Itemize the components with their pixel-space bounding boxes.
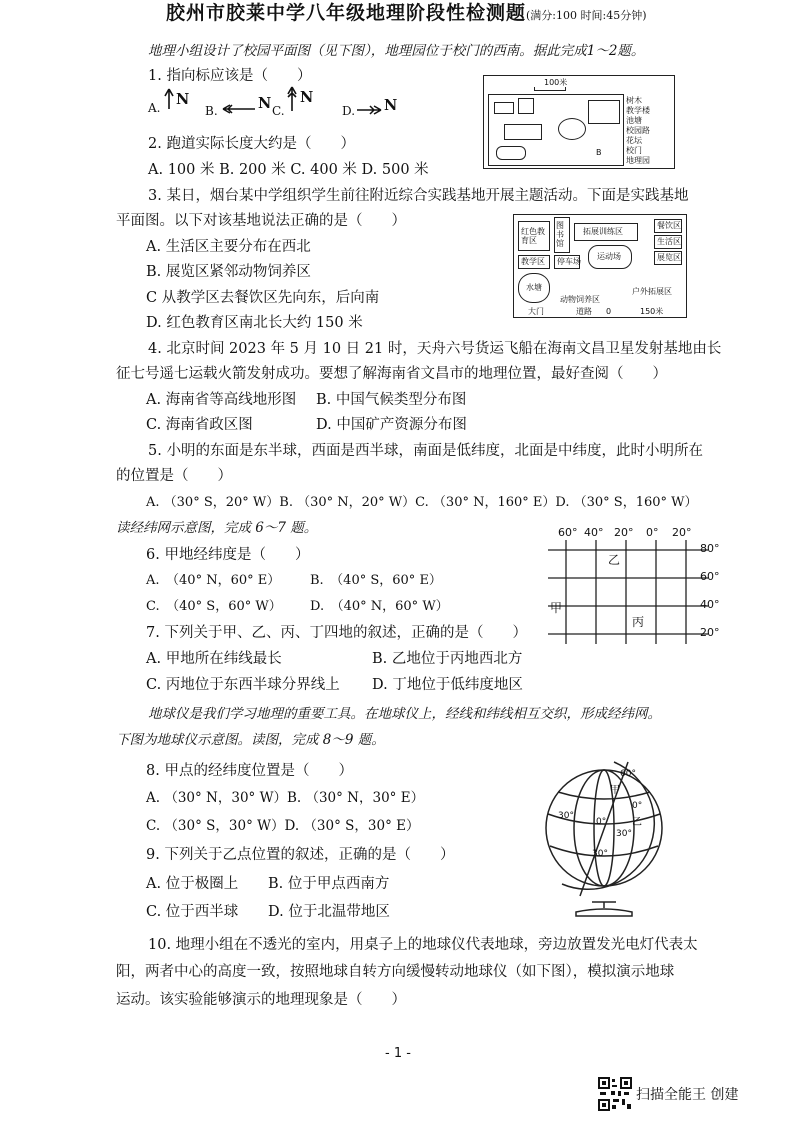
lon-label: 20° xyxy=(672,526,692,539)
region-teaching xyxy=(518,255,550,269)
region-dining xyxy=(654,219,682,233)
region-label: 餐饮区 xyxy=(657,221,681,230)
campus-building xyxy=(504,124,542,140)
title-main: 胶州市胶莱中学八年级地理阶段性检测题 xyxy=(166,2,527,24)
q7-stem: 7. 下列关于甲、乙、丙、丁四地的叙述，正确的是（ ） xyxy=(146,625,527,641)
globe-label: 60° xyxy=(620,769,636,779)
lat-label: 80° xyxy=(700,542,720,555)
globe-label: 0° xyxy=(632,801,643,811)
region-expansion-training xyxy=(574,223,638,241)
q1-c-letter: C. xyxy=(272,104,285,118)
region-red-education xyxy=(518,221,550,251)
globe-label: 30° xyxy=(616,829,632,839)
q5-options: A. （30° S，20° W）B. （30° N，20° W）C. （30° N，160° E）D. （30° S，160° W） xyxy=(146,495,698,510)
lon-label: 0° xyxy=(646,526,659,539)
q3-option-a: A. 生活区主要分布在西北 xyxy=(146,239,311,255)
q4-option-c: C. 海南省政区图 xyxy=(146,417,253,433)
q6-option-c: C. （40° S，60° W） xyxy=(146,599,282,614)
q4-option-a: A. 海南省等高线地形图 xyxy=(146,392,297,408)
region-outdoor-expansion: 户外拓展区 xyxy=(632,287,672,296)
q10-line1: 10. 地理小组在不透光的室内，用桌子上的地球仪代表地球，旁边放置发光电灯代表太 xyxy=(148,937,698,953)
campus-gate-letter: B xyxy=(596,148,602,157)
region-label: 红色教育区 xyxy=(521,227,545,245)
lat-label: 60° xyxy=(700,570,720,583)
region-parking xyxy=(554,255,580,269)
legend-flower-bed: 花坛 xyxy=(626,136,642,145)
q1-c-n: N xyxy=(300,89,314,106)
legend-pond: 池塘 xyxy=(626,116,642,125)
q9-option-b: B. 位于甲点西南方 xyxy=(268,876,390,892)
q6-stem: 6. 甲地经纬度是（ ） xyxy=(146,547,310,563)
lat-lon-grid xyxy=(540,526,730,644)
region-label: 拓展训练区 xyxy=(583,227,623,236)
point-jia: 甲 xyxy=(550,601,563,615)
base-map xyxy=(513,214,687,318)
intro-6-7: 读经纬网示意图，完成 6～7 题。 xyxy=(116,520,318,536)
region-label: 图书馆 xyxy=(556,221,564,248)
lat-label: 40° xyxy=(700,598,720,611)
region-label: 运动场 xyxy=(597,252,621,261)
campus-scale-label: 100米 xyxy=(544,78,568,87)
q1-option-a xyxy=(148,98,160,118)
legend-trees: 树木 xyxy=(626,96,642,105)
globe-point-yi: 乙 xyxy=(632,817,642,828)
q6-option-b: B. （40° S，60° E） xyxy=(310,573,442,588)
campus-map xyxy=(483,75,675,169)
lon-label: 40° xyxy=(584,526,604,539)
campus-pond xyxy=(558,118,586,140)
q9-option-c: C. 位于西半球 xyxy=(146,904,239,920)
arrow-right-icon xyxy=(356,102,382,122)
region-label: 生活区 xyxy=(657,237,681,246)
qr-code-icon xyxy=(598,1077,632,1111)
q10-line3: 运动。该实验能够演示的地理现象是（ ） xyxy=(116,992,406,1008)
globe-figure xyxy=(536,756,676,920)
q1-stem: 1. 指向标应该是（ ） xyxy=(148,68,312,84)
globe-label: 0° xyxy=(596,817,607,827)
arrow-left-icon xyxy=(222,101,256,121)
q3-option-b: B. 展览区紧邻动物饲养区 xyxy=(146,264,311,280)
scanner-watermark: 扫描全能王 创建 xyxy=(636,1087,739,1103)
campus-legend xyxy=(626,96,672,165)
title-note: (满分:100 时间:45分钟) xyxy=(526,9,647,22)
q1-a-n: N xyxy=(176,91,190,108)
q2-stem: 2. 跑道实际长度大约是（ ） xyxy=(148,136,355,152)
q7-option-c: C. 丙地位于东西半球分界线上 xyxy=(146,677,340,693)
region-animal-feeding: 动物饲养区 xyxy=(560,295,600,304)
globe-point-jia: 甲 xyxy=(610,785,620,796)
q4-stem-line1: 4. 北京时间 2023 年 5 月 10 日 21 时，天舟六号货运飞船在海南文昌卫星发射基地由长 xyxy=(148,341,722,357)
scale-zero: 0 xyxy=(606,307,612,316)
north-arrow-up-icon xyxy=(286,86,298,118)
page-number: - 1 - xyxy=(385,1046,411,1061)
legend-geography-garden: 地理园 xyxy=(626,156,650,165)
q9-option-d: D. 位于北温带地区 xyxy=(268,904,390,920)
q1-b-n: N xyxy=(258,95,272,112)
q4-stem-line2: 征七号遥七运载火箭发射成功。要想了解海南省文昌市的地理位置，最好查阅（ ） xyxy=(116,366,667,382)
campus-building xyxy=(494,102,514,114)
legend-campus-road: 校园路 xyxy=(626,126,650,135)
point-yi: 乙 xyxy=(608,553,621,567)
legend-gate: 大门 xyxy=(528,307,544,316)
q1-d-n: N xyxy=(384,97,398,114)
q3-stem-line2: 平面图。以下对该基地说法正确的是（ ） xyxy=(116,213,406,229)
region-exhibition xyxy=(654,251,682,265)
q3-option-d: D. 红色教育区南北长大约 150 米 xyxy=(146,315,363,331)
base-map-legend xyxy=(514,307,686,317)
lon-label: 60° xyxy=(558,526,578,539)
q4-option-d: D. 中国矿产资源分布图 xyxy=(316,417,467,433)
intro-8-9-line2: 下图为地球仪示意图。读图，完成 8～9 题。 xyxy=(116,732,385,748)
lat-label: 20° xyxy=(700,626,720,639)
region-library xyxy=(554,217,570,253)
intro-1-2: 地理小组设计了校园平面图（见下图），地理园位于校门的西南。据此完成1～2题。 xyxy=(148,43,645,59)
lon-label: 20° xyxy=(614,526,634,539)
campus-track xyxy=(496,146,526,160)
q5-stem-line2: 的位置是（ ） xyxy=(116,468,232,484)
q5-stem-line1: 5. 小明的东面是东半球，西面是西半球，南面是低纬度，北面是中纬度，此时小明所在 xyxy=(148,443,703,459)
campus-scale-bar xyxy=(534,87,566,91)
campus-building xyxy=(518,98,534,114)
q10-line2: 阳，两者中心的高度一致，按照地球自转方向缓慢转动地球仪（如下图），模拟演示地球 xyxy=(116,964,675,980)
region-sports-field xyxy=(588,245,632,269)
region-label: 停车场 xyxy=(557,257,581,266)
scale-150m: 150米 xyxy=(640,307,664,316)
legend-road: 道路 xyxy=(576,307,592,316)
legend-school-gate: 校门 xyxy=(626,146,642,155)
q3-stem-line1: 3. 某日，烟台某中学组织学生前往附近综合实践基地开展主题活动。下面是实践基地 xyxy=(148,188,689,204)
q3-option-c: C 从教学区去餐饮区先向东，后向南 xyxy=(146,290,380,306)
q7-option-d: D. 丁地位于低纬度地区 xyxy=(372,677,523,693)
q9-option-a: A. 位于极圈上 xyxy=(146,876,239,892)
q7-option-a: A. 甲地所在纬线最长 xyxy=(146,651,282,667)
intro-8-9-line1: 地球仪是我们学习地理的重要工具。在地球仪上，经线和纬线相互交织，形成经纬网。 xyxy=(148,706,661,722)
globe-drawing xyxy=(536,756,676,920)
q1-b-letter: B. xyxy=(205,104,218,118)
globe-label: 30° xyxy=(592,849,608,859)
legend-teaching-building: 教学楼 xyxy=(626,106,650,115)
q8-options-line2: C. （30° S，30° W）D. （30° S，30° E） xyxy=(146,818,420,834)
q4-option-b: B. 中国气候类型分布图 xyxy=(316,392,467,408)
region-label: 教学区 xyxy=(521,257,545,266)
q2-options: A. 100 米 B. 200 米 C. 400 米 D. 500 米 xyxy=(148,162,429,178)
region-label: 展览区 xyxy=(657,253,681,262)
globe-label: 30° xyxy=(558,811,574,821)
page-title xyxy=(166,3,647,26)
q8-options-line1: A. （30° N，30° W）B. （30° N，30° E） xyxy=(146,790,425,806)
q1-d-letter: D. xyxy=(342,104,356,118)
region-pond xyxy=(518,273,550,303)
q7-option-b: B. 乙地位于丙地西北方 xyxy=(372,651,523,667)
q6-option-d: D. （40° N，60° W） xyxy=(310,599,449,614)
campus-building xyxy=(588,100,620,124)
q1-a-letter: A. xyxy=(148,101,161,115)
region-label: 水塘 xyxy=(526,283,542,292)
q6-option-a: A. （40° N，60° E） xyxy=(146,573,281,588)
q1-options xyxy=(148,89,448,120)
q9-stem: 9. 下列关于乙点位置的叙述，正确的是（ ） xyxy=(146,847,455,863)
point-bing: 丙 xyxy=(632,615,645,629)
north-arrow-up-icon xyxy=(163,88,175,116)
region-living xyxy=(654,235,682,249)
q8-stem: 8. 甲点的经纬度位置是（ ） xyxy=(146,763,353,779)
